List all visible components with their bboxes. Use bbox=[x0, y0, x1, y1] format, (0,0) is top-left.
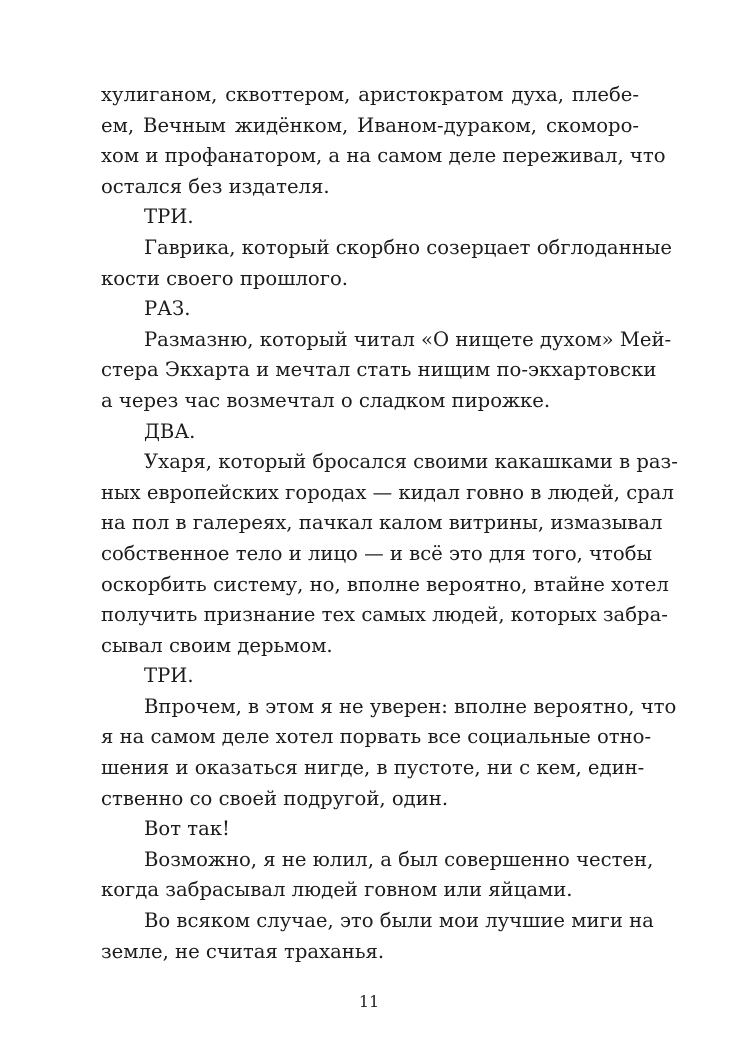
text-line: остался без издателя. bbox=[101, 174, 330, 198]
text-line: ем, Вечным жидёнком, Иваном-дураком, скоморо- bbox=[101, 113, 639, 137]
text-line: кости своего прошлого. bbox=[101, 266, 348, 290]
text-line: когда забрасывал людей говном или яйцами. bbox=[101, 878, 573, 902]
text-line: Возможно, я не юлил, а был совершенно честен, bbox=[144, 847, 654, 871]
text-line: Размазню, который читал «О нищете духом» Мей- bbox=[144, 327, 672, 351]
text-line: Во всяком случае, это были мои лучшие миги на bbox=[144, 909, 654, 933]
text-line: стера Экхарта и мечтал стать нищим по-экхартовски bbox=[101, 358, 657, 382]
page-number: 11 bbox=[358, 992, 380, 1011]
text-line: а через час возмечтал о сладком пирожке. bbox=[101, 388, 551, 412]
text-line: ТРИ. bbox=[144, 205, 194, 229]
text-line: хом и профанатором, а на самом деле переживал, что bbox=[101, 144, 666, 168]
text-line: Впрочем, в этом я не уверен: вполне вероятно, что bbox=[144, 694, 677, 718]
text-line: ТРИ. bbox=[144, 664, 194, 688]
text-line: получить признание тех самых людей, которых забра- bbox=[101, 603, 668, 627]
text-line: земле, не считая траханья. bbox=[101, 939, 385, 963]
text-line: сывал своим дерьмом. bbox=[101, 633, 333, 657]
text-line: я на самом деле хотел порвать все социальные отно- bbox=[101, 725, 652, 749]
text-line: РАЗ. bbox=[144, 297, 191, 321]
text-line: ственно со своей подругой, один. bbox=[101, 786, 449, 810]
text-line: хулиганом, сквоттером, аристократом духа, плебе- bbox=[101, 83, 639, 106]
body-text bbox=[101, 80, 678, 967]
text-line: шения и оказаться нигде, в пустоте, ни с кем, един- bbox=[101, 756, 645, 780]
text-line: Гаврика, который скорбно созерцает обглоданные bbox=[144, 235, 672, 259]
text-line: ДВА. bbox=[144, 419, 196, 443]
text-line: на пол в галереях, пачкал калом витрины, измазывал bbox=[101, 511, 663, 535]
text-line: собственное тело и лицо — и всё это для того, чтобы bbox=[101, 541, 653, 565]
text-line: ных европейских городах — кидал говно в людей, срал bbox=[101, 480, 674, 504]
text-line: Вот так! bbox=[144, 817, 230, 841]
text-line: оскорбить систему, но, вполне вероятно, втайне хотел bbox=[101, 572, 669, 596]
text-line: Ухаря, который бросался своими какашками в раз- bbox=[144, 450, 678, 474]
